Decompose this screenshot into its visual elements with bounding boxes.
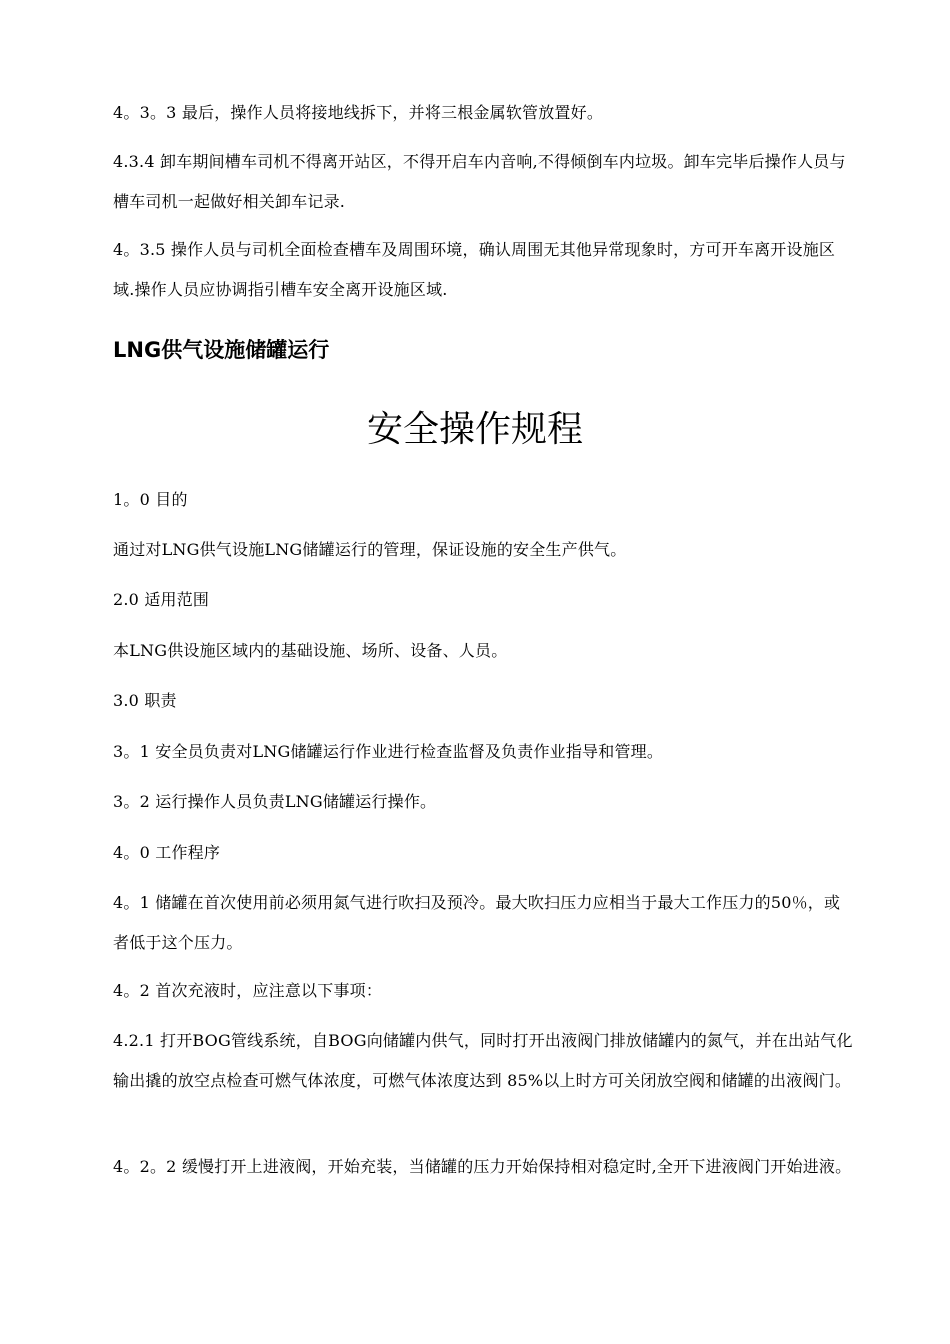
paragraph-4-3-4: 4.3.4 卸车期间槽车司机不得离开站区，不得开启车内音响,不得倾倒车内垃圾。卸车完毕后操作人员与槽车司机一起做好相关卸车记录. [113, 152, 846, 211]
heading-purpose: 1。0 目的 [113, 490, 188, 509]
paragraph-scope: 本LNG供设施区域内的基础设施、场所、设备、人员。 [113, 641, 508, 660]
heading-duties: 3.0 职责 [113, 691, 177, 710]
paragraph-3-2: 3。2 运行操作人员负责LNG储罐运行操作。 [113, 792, 437, 811]
document-title: 安全操作规程 [366, 409, 583, 450]
paragraph-3-1: 3。1 安全员负责对LNG储罐运行作业进行检查监督及负责作业指导和管理。 [113, 742, 664, 761]
paragraph-purpose: 通过对LNG供气设施LNG储罐运行的管理，保证设施的安全生产供气。 [113, 540, 627, 559]
paragraph-4-3-5: 4。3.5 操作人员与司机全面检查槽车及周围环境，确认周围无其他异常现象时，方可开车离开设施区域.操作人员应协调指引槽车安全离开设施区域. [113, 240, 836, 299]
paragraph-4-2: 4。2 首次充液时，应注意以下事项： [113, 981, 383, 1000]
paragraph-4-2-1: 4.2.1 打开BOG管线系统，自BOG向储罐内供气，同时打开出液阀门排放储罐内的氮气，并在出站气化输出撬的放空点检查可燃气体浓度，可燃气体浓度达到 85%以上时方可关闭放空阀和储罐的出液阀门。 [113, 1031, 853, 1090]
paragraph-4-2-2: 4。2。2 缓慢打开上进液阀，开始充装，当储罐的压力开始保持相对稳定时,全开下进液阀门开始进液。 [113, 1157, 852, 1176]
section-heading: LNG供气设施储罐运行 [113, 338, 330, 362]
heading-scope: 2.0 适用范围 [113, 590, 210, 609]
heading-procedure: 4。0 工作程序 [113, 843, 221, 862]
paragraph-4-1: 4。1 储罐在首次使用前必须用氮气进行吹扫及预冷。最大吹扫压力应相当于最大工作压力的50％，或者低于这个压力。 [113, 893, 841, 952]
paragraph-4-3-3: 4。3。3 最后，操作人员将接地线拆下，并将三根金属软管放置好。 [113, 103, 604, 122]
